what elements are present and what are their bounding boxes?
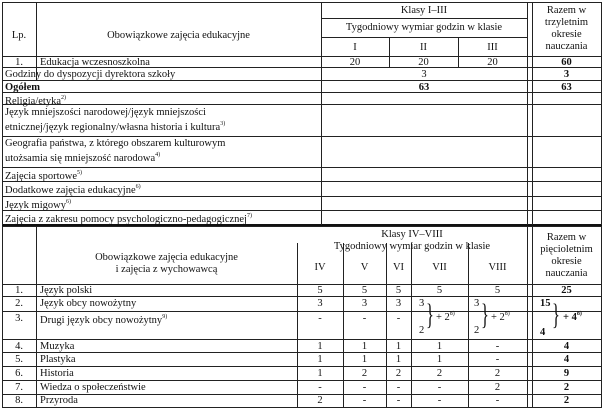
grade-header: III: [487, 42, 498, 53]
subject-header: i zajęcia z wychowawcą: [115, 264, 218, 275]
weekly-header: Tygodniowy wymiar godzin w klasie: [345, 22, 503, 33]
grade-header: II: [420, 42, 427, 53]
extra-item: Dodatkowe zajęcia edukacyjne$^{6)}$: [5, 184, 141, 196]
extra-item: etnicznej/język regionalny/własna historia i kultura$^{3)}$: [5, 121, 226, 133]
extra-item: Język mniejszości narodowej/język mniejszości: [5, 107, 206, 118]
extra-item: Geografia państwa, z którego obszarem kulturowym: [5, 138, 226, 149]
subject-header: Obowiązkowe zajęcia edukacyjne: [107, 30, 250, 41]
grade-header: I: [353, 42, 357, 53]
classes-header: Klasy I–III: [400, 5, 448, 16]
lp-header: Lp.: [11, 30, 27, 41]
grade-header: VIII: [488, 262, 507, 273]
extra-item: Język migowy$^{6)}$: [5, 199, 71, 211]
grade-header: IV: [314, 262, 326, 273]
subject-header: Obowiązkowe zajęcia edukacyjne: [95, 252, 238, 263]
grade-header: VII: [432, 262, 447, 273]
extra-item: Zajęcia sportowe$^{5)}$: [5, 170, 83, 182]
extra-item: utożsamia się mniejszość narodowa$^{4)}$: [5, 152, 161, 164]
classes-header: Klasy IV–VIII: [381, 229, 443, 240]
grade-header: V: [360, 262, 369, 273]
extra-item: Religia/etyka$^{2)}$: [5, 95, 66, 107]
extra-item: Zajęcia z zakresu pomocy psychologiczno-pedagogicznej$^{7)}$: [5, 213, 252, 225]
weekly-header: Tygodniowy wymiar godzin w klasie: [333, 241, 491, 252]
grade-header: VI: [392, 262, 405, 273]
